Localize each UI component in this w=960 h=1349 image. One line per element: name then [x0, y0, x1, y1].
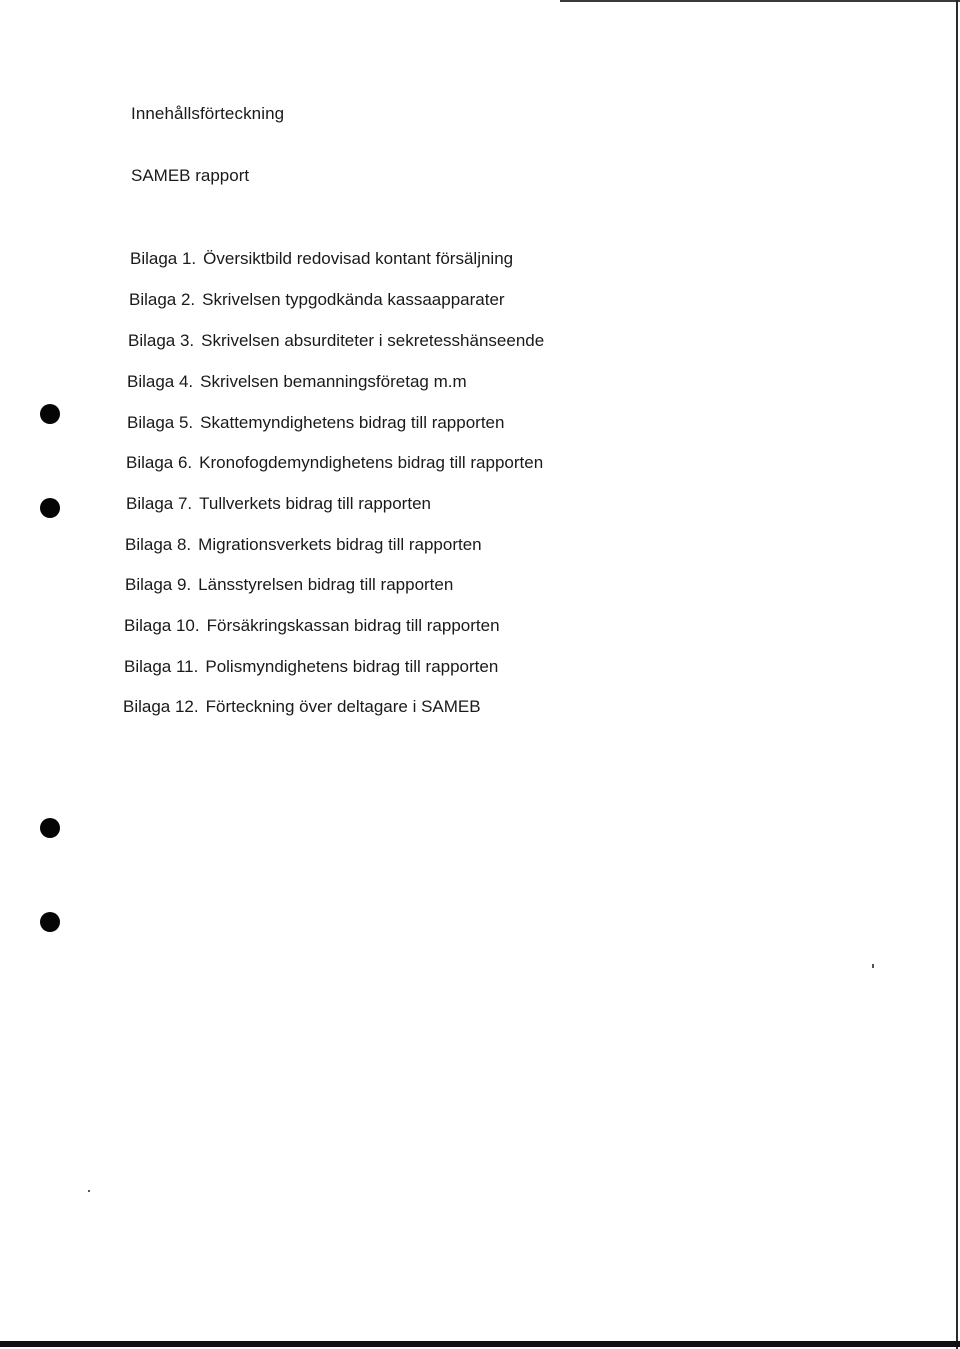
toc-entry-2	[129, 290, 505, 310]
toc-entry-4	[127, 372, 467, 392]
scan-edge-top	[560, 0, 960, 2]
toc-entry-text: Försäkringskassan bidrag till rapporten	[206, 616, 500, 635]
toc-entry-text: Länsstyrelsen bidrag till rapporten	[198, 575, 454, 594]
toc-entry-10	[124, 616, 500, 636]
toc-entry-text: Tullverkets bidrag till rapporten	[199, 494, 431, 513]
toc-entry-8	[125, 535, 482, 555]
toc-entry-text: Skrivelsen absurditeter i sekretesshänseende	[201, 331, 545, 350]
toc-entry-6	[126, 453, 543, 473]
report-name: SAMEB rapport	[131, 166, 250, 185]
toc-entry-5	[127, 413, 504, 433]
toc-entry-label: Bilaga 3.	[128, 331, 195, 350]
toc-entry-text: Migrationsverkets bidrag till rapporten	[198, 535, 482, 554]
toc-entry-text: Kronofogdemyndighetens bidrag till rapporten	[199, 453, 544, 472]
toc-entry-11	[124, 657, 498, 677]
punch-hole	[40, 912, 60, 932]
toc-entry-label: Bilaga 9.	[125, 575, 192, 594]
toc-entry-text: Översiktbild redovisad kontant försäljning	[203, 249, 514, 268]
toc-entry-label: Bilaga 12.	[123, 697, 199, 716]
scan-speck	[88, 1190, 90, 1192]
toc-entry-1	[130, 249, 513, 269]
toc-entry-text: Skrivelsen typgodkända kassaapparater	[202, 290, 505, 309]
toc-entry-label: Bilaga 1.	[130, 249, 197, 268]
toc-entry-text: Polismyndighetens bidrag till rapporten	[205, 657, 499, 676]
toc-entry-12	[123, 697, 481, 717]
punch-hole	[40, 498, 60, 518]
scan-edge-bottom	[0, 1341, 960, 1347]
toc-entry-label: Bilaga 10.	[124, 616, 200, 635]
toc-entry-text: Förteckning över deltagare i SAMEB	[205, 697, 481, 716]
toc-entry-text: Skrivelsen bemanningsföretag m.m	[200, 372, 467, 391]
toc-entry-label: Bilaga 2.	[129, 290, 196, 309]
toc-entry-label: Bilaga 7.	[126, 494, 193, 513]
page-title: Innehållsförteckning	[131, 104, 285, 123]
toc-entry-label: Bilaga 4.	[127, 372, 194, 391]
toc-entry-3	[128, 331, 544, 351]
scan-edge-right	[956, 0, 958, 1349]
toc-entry-label: Bilaga 11.	[124, 657, 199, 676]
toc-entry-9	[125, 575, 453, 595]
toc-entry-text: Skattemyndighetens bidrag till rapporten	[200, 413, 505, 432]
toc-entry-label: Bilaga 6.	[126, 453, 193, 472]
scan-speck	[872, 964, 874, 968]
punch-hole	[40, 404, 60, 424]
toc-entry-7	[126, 494, 431, 514]
punch-hole	[40, 818, 60, 838]
toc-entry-label: Bilaga 8.	[125, 535, 192, 554]
toc-entry-label: Bilaga 5.	[127, 413, 194, 432]
